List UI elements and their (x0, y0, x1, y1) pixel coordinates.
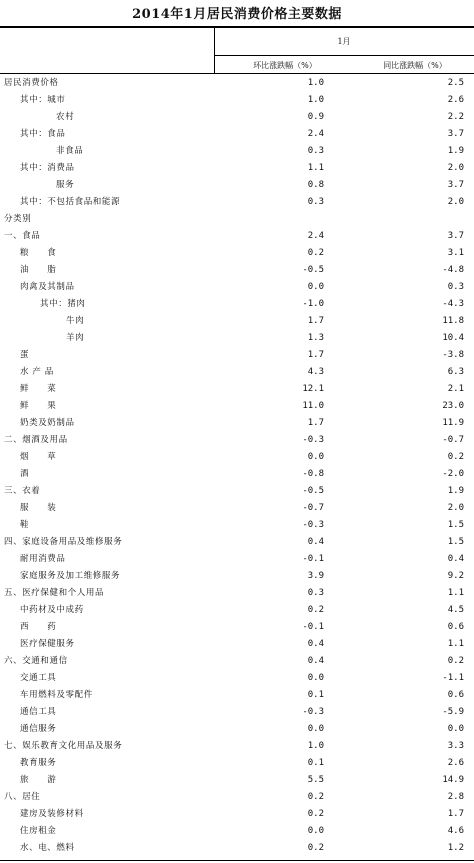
row-yoy-value: 1.5 (447, 520, 464, 530)
row-mom-value: -0.3 (302, 707, 324, 717)
row-label: 鲜 菜 (20, 384, 57, 394)
table-row (0, 143, 474, 160)
row-yoy-value: 0.6 (447, 690, 464, 700)
row-mom-value: 0.3 (307, 197, 324, 207)
row-label: 羊肉 (66, 333, 85, 343)
row-yoy-value: 9.2 (447, 571, 464, 581)
table-row (0, 466, 474, 483)
table-row (0, 721, 474, 738)
row-label: 蛋 (20, 350, 30, 360)
row-label: 其中：食品 (20, 129, 66, 139)
row-mom-value: -0.1 (302, 554, 324, 564)
row-yoy-value: 2.8 (447, 792, 464, 802)
row-yoy-value: 10.4 (442, 333, 464, 343)
row-label: 其中：消费品 (20, 163, 75, 173)
row-label: 水、电、燃料 (20, 843, 75, 853)
row-label: 油 脂 (20, 265, 57, 275)
table-row (0, 415, 474, 432)
row-yoy-value: 2.2 (447, 112, 464, 122)
row-label: 服 装 (20, 503, 57, 513)
row-yoy-value: -2.0 (442, 469, 464, 479)
row-mom-value: 12.1 (302, 384, 324, 394)
row-mom-value: 0.2 (307, 248, 324, 258)
row-mom-value: 2.4 (307, 231, 324, 241)
row-yoy-value: 0.6 (447, 622, 464, 632)
row-label: 耐用消费品 (20, 554, 66, 564)
table-row (0, 602, 474, 619)
row-label: 交通工具 (20, 673, 57, 683)
table-row (0, 75, 474, 92)
row-label: 二、烟酒及用品 (4, 435, 68, 445)
row-mom-value: 0.2 (307, 809, 324, 819)
row-yoy-value: 2.0 (447, 197, 464, 207)
header-period: 1月 (337, 37, 351, 46)
row-label: 教育服务 (20, 758, 57, 768)
row-label: 肉禽及其制品 (20, 282, 75, 292)
table-row (0, 211, 474, 228)
row-yoy-value: 2.5 (447, 78, 464, 88)
table-row (0, 551, 474, 568)
row-yoy-value: -3.8 (442, 350, 464, 360)
row-mom-value: 0.2 (307, 843, 324, 853)
table-row (0, 364, 474, 381)
row-yoy-value: 3.3 (447, 741, 464, 751)
row-yoy-value: -1.1 (442, 673, 464, 683)
row-mom-value: 0.4 (307, 639, 324, 649)
row-mom-value: -0.1 (302, 622, 324, 632)
table-row (0, 262, 474, 279)
row-yoy-value: -4.3 (442, 299, 464, 309)
table-row (0, 398, 474, 415)
table-row (0, 92, 474, 109)
table-row (0, 432, 474, 449)
row-mom-value: -0.3 (302, 435, 324, 445)
row-mom-value: 0.8 (307, 180, 324, 190)
header-mom: 环比涨跌幅（%） (253, 61, 317, 70)
row-label: 烟 草 (20, 452, 57, 462)
row-label: 非食品 (56, 146, 84, 156)
row-yoy-value: 2.6 (447, 758, 464, 768)
row-label: 牛肉 (66, 316, 85, 326)
row-yoy-value: 0.0 (447, 724, 464, 734)
row-label: 建房及装修材料 (20, 809, 84, 819)
row-mom-value: 0.1 (307, 690, 324, 700)
row-yoy-value: 0.2 (447, 656, 464, 666)
table-row (0, 483, 474, 500)
row-yoy-value: 1.1 (447, 639, 464, 649)
table-row (0, 738, 474, 755)
row-yoy-value: 1.9 (447, 486, 464, 496)
header-divider (214, 27, 215, 74)
row-mom-value: 0.0 (307, 826, 324, 836)
row-label: 八、居住 (4, 792, 41, 802)
row-mom-value: 0.1 (307, 758, 324, 768)
row-label: 奶类及奶制品 (20, 418, 75, 428)
table-row (0, 534, 474, 551)
row-yoy-value: -4.8 (442, 265, 464, 275)
row-mom-value: 0.0 (307, 724, 324, 734)
table-row (0, 619, 474, 636)
table-row (0, 687, 474, 704)
row-label: 通信工具 (20, 707, 57, 717)
table-row (0, 245, 474, 262)
table-top-rule (0, 27, 474, 28)
row-mom-value: 0.9 (307, 112, 324, 122)
row-label: 家庭服务及加工维修服务 (20, 571, 121, 581)
table-row (0, 313, 474, 330)
row-mom-value: 5.5 (307, 775, 324, 785)
row-mom-value: 4.3 (307, 367, 324, 377)
header-bottom-rule (0, 73, 474, 74)
row-label: 住房租金 (20, 826, 57, 836)
row-yoy-value: 0.4 (447, 554, 464, 564)
row-mom-value: 0.2 (307, 605, 324, 615)
row-mom-value: -0.8 (302, 469, 324, 479)
row-label: 分类别 (4, 214, 32, 224)
table-row (0, 228, 474, 245)
row-label: 医疗保健服务 (20, 639, 75, 649)
row-label: 其中：猪肉 (40, 299, 86, 309)
row-yoy-value: 1.9 (447, 146, 464, 156)
row-label: 七、娱乐教育文化用品及服务 (4, 741, 123, 751)
row-yoy-value: 3.7 (447, 180, 464, 190)
table-row (0, 568, 474, 585)
table-row (0, 823, 474, 840)
cpi-data-table (0, 26, 474, 861)
row-label: 车用燃料及零配件 (20, 690, 93, 700)
row-mom-value: -0.5 (302, 486, 324, 496)
row-mom-value: 0.3 (307, 588, 324, 598)
row-yoy-value: 14.9 (442, 775, 464, 785)
row-label: 通信服务 (20, 724, 57, 734)
row-label: 旅 游 (20, 775, 57, 785)
table-row (0, 194, 474, 211)
table-row (0, 500, 474, 517)
table-row (0, 160, 474, 177)
row-label: 粮 食 (20, 248, 57, 258)
row-label: 水 产 品 (20, 367, 54, 377)
table-row (0, 585, 474, 602)
table-row (0, 670, 474, 687)
row-mom-value: 1.7 (307, 350, 324, 360)
row-label: 三、衣着 (4, 486, 41, 496)
row-label: 其中：不包括食品和能源 (20, 197, 121, 207)
table-row (0, 840, 474, 857)
row-yoy-value: -5.9 (442, 707, 464, 717)
row-yoy-value: -0.7 (442, 435, 464, 445)
row-label: 六、交通和通信 (4, 656, 68, 666)
row-mom-value: 11.0 (302, 401, 324, 411)
row-mom-value: 1.3 (307, 333, 324, 343)
row-label: 鞋 (20, 520, 30, 530)
table-row (0, 636, 474, 653)
row-mom-value: 1.0 (307, 95, 324, 105)
row-mom-value: 1.7 (307, 418, 324, 428)
row-label: 四、家庭设备用品及维修服务 (4, 537, 123, 547)
row-mom-value: 2.4 (307, 129, 324, 139)
row-yoy-value: 4.6 (447, 826, 464, 836)
table-row (0, 789, 474, 806)
row-label: 一、食品 (4, 231, 41, 241)
row-mom-value: -0.5 (302, 265, 324, 275)
row-mom-value: 1.0 (307, 741, 324, 751)
row-yoy-value: 3.7 (447, 129, 464, 139)
table-row (0, 806, 474, 823)
row-mom-value: 0.2 (307, 792, 324, 802)
row-mom-value: 0.0 (307, 452, 324, 462)
row-yoy-value: 4.5 (447, 605, 464, 615)
row-label: 西 药 (20, 622, 57, 632)
table-row (0, 126, 474, 143)
row-yoy-value: 2.1 (447, 384, 464, 394)
row-yoy-value: 3.7 (447, 231, 464, 241)
row-yoy-value: 11.8 (442, 316, 464, 326)
table-row (0, 704, 474, 721)
row-yoy-value: 0.2 (447, 452, 464, 462)
header-yoy: 同比涨跌幅（%） (383, 61, 447, 70)
row-yoy-value: 3.1 (447, 248, 464, 258)
row-label: 鲜 果 (20, 401, 57, 411)
row-label: 农村 (56, 112, 75, 122)
row-yoy-value: 2.6 (447, 95, 464, 105)
row-label: 酒 (20, 469, 30, 479)
row-yoy-value: 6.3 (447, 367, 464, 377)
row-yoy-value: 2.0 (447, 163, 464, 173)
row-mom-value: -0.3 (302, 520, 324, 530)
row-mom-value: 0.4 (307, 656, 324, 666)
table-row (0, 330, 474, 347)
row-label: 其中：城市 (20, 95, 66, 105)
row-yoy-value: 1.2 (447, 843, 464, 853)
row-mom-value: -0.7 (302, 503, 324, 513)
row-mom-value: 0.3 (307, 146, 324, 156)
row-mom-value: 0.0 (307, 282, 324, 292)
row-mom-value: 0.0 (307, 673, 324, 683)
table-row (0, 755, 474, 772)
row-yoy-value: 0.3 (447, 282, 464, 292)
row-label: 服务 (56, 180, 75, 190)
row-yoy-value: 23.0 (442, 401, 464, 411)
row-mom-value: 1.7 (307, 316, 324, 326)
header-mid-rule (214, 55, 474, 56)
table-row (0, 347, 474, 364)
row-mom-value: 0.4 (307, 537, 324, 547)
row-yoy-value: 2.0 (447, 503, 464, 513)
row-yoy-value: 11.9 (442, 418, 464, 428)
row-label: 五、医疗保健和个人用品 (4, 588, 105, 598)
row-label: 中药材及中成药 (20, 605, 84, 615)
table-row (0, 381, 474, 398)
table-row (0, 517, 474, 534)
page-title: 2014年1月居民消费价格主要数据 (132, 7, 342, 22)
table-row (0, 772, 474, 789)
row-mom-value: 1.0 (307, 78, 324, 88)
table-row (0, 177, 474, 194)
table-row (0, 279, 474, 296)
table-row (0, 449, 474, 466)
row-yoy-value: 1.1 (447, 588, 464, 598)
row-mom-value: -1.0 (302, 299, 324, 309)
table-row (0, 109, 474, 126)
row-yoy-value: 1.7 (447, 809, 464, 819)
row-mom-value: 1.1 (307, 163, 324, 173)
row-label: 居民消费价格 (4, 78, 59, 88)
table-row (0, 653, 474, 670)
row-mom-value: 3.9 (307, 571, 324, 581)
row-yoy-value: 1.5 (447, 537, 464, 547)
table-row (0, 296, 474, 313)
